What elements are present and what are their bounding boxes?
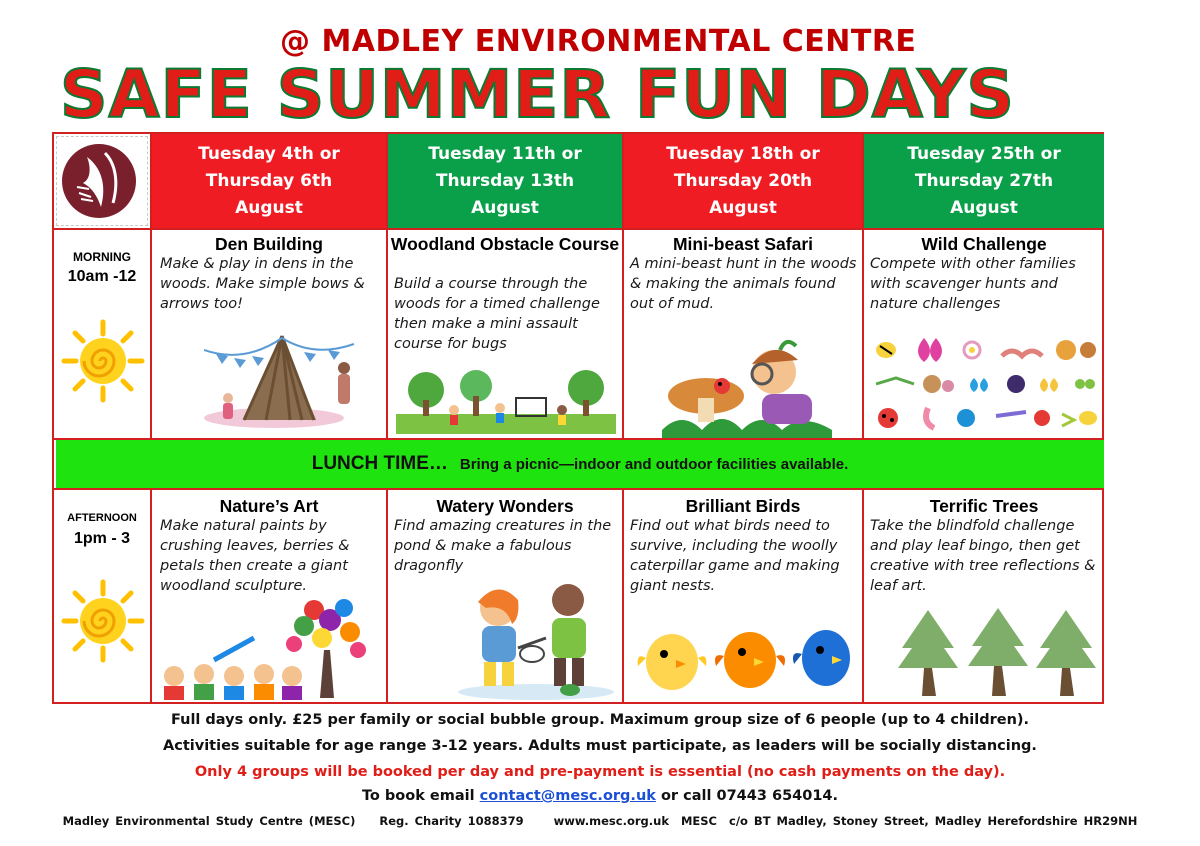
divider xyxy=(150,488,152,704)
schedule-grid xyxy=(52,132,1104,704)
footer-pricing: Full days only. £25 per family or social bubble group. Maximum group size of 6 people (up to 4 children). xyxy=(170,712,1030,728)
column-header-2 xyxy=(388,134,622,228)
sun-icon xyxy=(60,318,146,404)
footer-organisation: Madley Environmental Study Centre (MESC) Reg. Charity 1088379 www.mesc.org.uk MESC c/o BT Madley, Stoney Street, Madley Herefordshire HR29NH xyxy=(62,814,1138,828)
column-line1: Tuesday 11th or xyxy=(428,143,582,164)
column-line2: Thursday 13th xyxy=(435,170,575,191)
column-line3: August xyxy=(950,197,1018,218)
activity-description: Compete with other families with scavenger hunts and nature challenges xyxy=(870,256,1076,312)
activity-title: Terrific Trees xyxy=(929,496,1039,516)
logo-icon xyxy=(57,137,149,227)
column-line3: August xyxy=(235,197,303,218)
column-line3: August xyxy=(471,197,539,218)
column-line1: Tuesday 25th or xyxy=(907,143,1061,164)
activity-title: Watery Wonders xyxy=(436,496,574,516)
mini-beast-illustration xyxy=(662,330,832,438)
morning-label: MORNING xyxy=(73,250,131,264)
column-line1: Tuesday 18th or xyxy=(666,143,820,164)
activity-title: Brilliant Birds xyxy=(685,496,801,516)
column-line2: Thursday 20th xyxy=(673,170,813,191)
divider xyxy=(622,134,624,440)
book-prefix: To book email xyxy=(361,788,475,804)
activity-description: Build a course through the woods for a timed challenge then make a mini assault course for bugs xyxy=(394,276,600,352)
divider xyxy=(386,488,388,704)
column-line1: Tuesday 4th or xyxy=(198,143,340,164)
column-line2: Thursday 6th xyxy=(205,170,333,191)
birds-illustration xyxy=(636,618,860,698)
divider xyxy=(386,134,388,440)
activity-title: Mini-beast Safari xyxy=(672,234,814,254)
morning-time: 10am -12 xyxy=(67,268,137,285)
column-header-4 xyxy=(864,134,1104,228)
divider xyxy=(862,488,864,704)
afternoon-time: 1pm - 3 xyxy=(73,530,130,547)
footer-age-range: Activities suitable for age range 3-12 years. Adults must participate, as leaders will be socially distancing. xyxy=(163,738,1037,754)
lunch-banner xyxy=(56,440,1104,488)
footer-contact xyxy=(0,788,1200,804)
lunch-label: LUNCH TIME… xyxy=(311,453,448,474)
afternoon-label: AFTERNOON xyxy=(67,512,137,524)
activity-description: A mini-beast hunt in the woods & making the animals found out of mud. xyxy=(630,256,857,312)
activity-description: Take the blindfold challenge and play leaf bingo, then get creative with tree reflections & leaf art. xyxy=(870,518,1096,594)
sun-icon xyxy=(60,578,146,664)
divider xyxy=(54,488,1102,490)
obstacle-course-illustration xyxy=(396,370,616,436)
column-line2: Thursday 27th xyxy=(914,170,1054,191)
column-header-3 xyxy=(624,134,862,228)
bugs-illustration xyxy=(866,332,1102,436)
activity-title: Woodland Obstacle Course xyxy=(390,234,620,254)
lunch-text: Bring a picnic—indoor and outdoor facilities available. xyxy=(459,455,849,473)
column-line3: August xyxy=(709,197,777,218)
divider xyxy=(622,488,624,704)
divider xyxy=(862,134,864,440)
art-illustration xyxy=(154,590,384,702)
book-suffix: or call 07443 654014. xyxy=(660,788,839,804)
activity-title: Nature’s Art xyxy=(219,496,319,516)
activity-description: Find amazing creatures in the pond & make a fabulous dragonfly xyxy=(394,518,612,574)
footer-booking-notice: Only 4 groups will be booked per day and pre-payment is essential (no cash payments on the day). xyxy=(194,764,1006,780)
logo xyxy=(56,136,148,226)
page-title: SAFE SUMMER FUN DAYS xyxy=(60,56,1015,133)
divider xyxy=(54,228,1102,230)
email-link[interactable]: contact@mesc.org.uk xyxy=(479,788,656,804)
activity-description: Make natural paints by crushing leaves, berries & petals then create a giant woodland sculpture. xyxy=(160,518,350,594)
activity-title: Wild Challenge xyxy=(921,234,1047,254)
subtitle: @ MADLEY ENVIRONMENTAL CENTRE xyxy=(280,24,917,59)
activity-title: Den Building xyxy=(215,234,323,254)
divider xyxy=(150,134,152,440)
column-header-1 xyxy=(152,134,386,228)
pond-illustration xyxy=(446,578,616,702)
activity-description: Make & play in dens in the woods. Make simple bows & arrows too! xyxy=(160,256,365,312)
trees-illustration xyxy=(894,604,1100,700)
den-illustration xyxy=(204,328,364,428)
activity-description: Find out what birds need to survive, including the woolly caterpillar game and making giant nests. xyxy=(630,518,840,594)
